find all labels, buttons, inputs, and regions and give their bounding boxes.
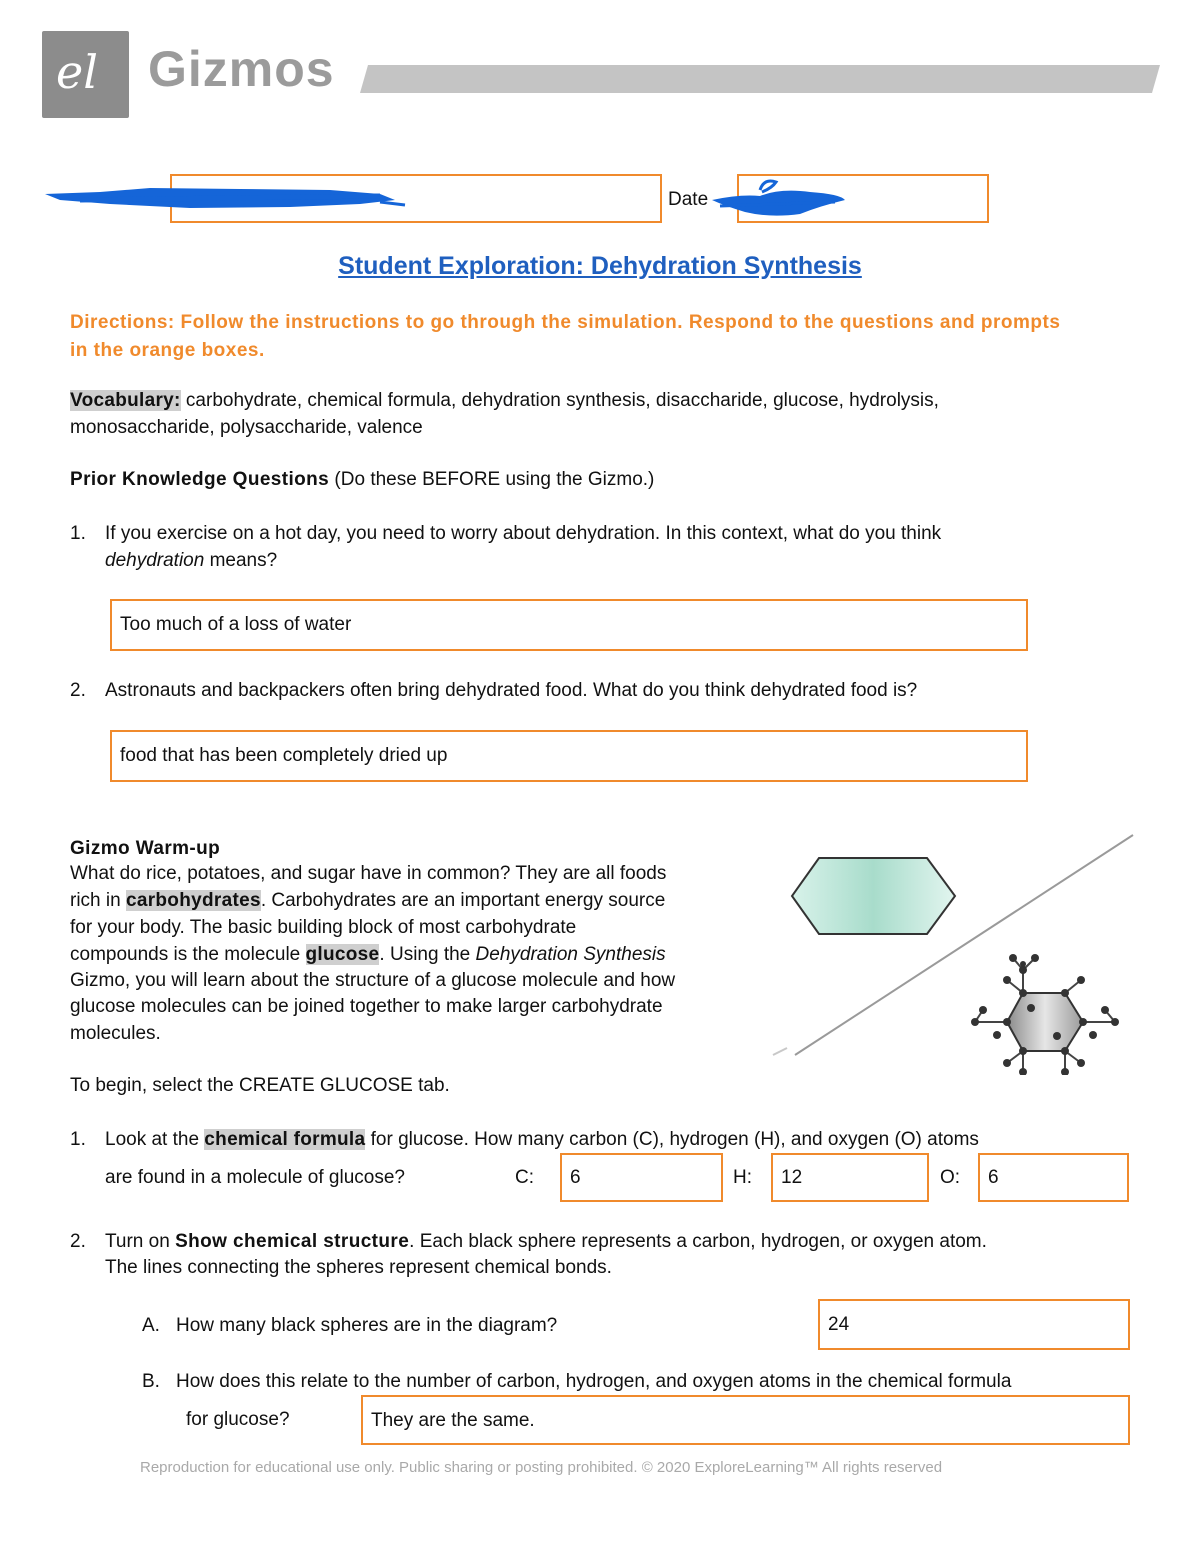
q2b-answer-box[interactable] <box>361 1395 1130 1445</box>
warmup-begin: To begin, select the CREATE GLUCOSE tab. <box>70 1075 450 1096</box>
oxygen-answer: 6 <box>988 1167 999 1188</box>
warmup-line7: molecules. <box>70 1023 161 1044</box>
hydrogen-label: H: <box>733 1167 752 1188</box>
gizmos-logo <box>42 31 129 118</box>
oxygen-label: O: <box>940 1167 961 1188</box>
q2-line1 <box>105 1228 987 1255</box>
vocabulary-line1 <box>70 387 939 414</box>
warmup-l4-italic: Dehydration Synthesis <box>475 944 666 965</box>
q2b-text-line2: for glucose? <box>186 1409 290 1430</box>
q2b-text-line1: How does this relate to the number of carbon, hydrogen, and oxygen atoms in the chemical formula <box>176 1371 1012 1392</box>
q2-number: 2. <box>70 1231 86 1252</box>
warmup-l4a: compounds is the molecule <box>70 944 306 965</box>
warmup-line1: What do rice, potatoes, and sugar have in common? They are all foods <box>70 863 667 884</box>
chemical-formula-highlight: chemical formula <box>204 1129 366 1150</box>
date-label: Date <box>668 189 709 210</box>
prior-q2-number: 2. <box>70 680 86 701</box>
copyright-footer: Reproduction for educational use only. Public sharing or posting prohibited. © 2020 ExploreLearning™ All rights reserved <box>140 1459 943 1476</box>
name-redaction-scribble <box>40 180 410 220</box>
warmup-line2 <box>70 887 665 914</box>
warmup-l2a: rich in <box>70 890 126 911</box>
prior-q1-line1: If you exercise on a hot day, you need to worry about dehydration. In this context, what do you think <box>105 523 942 544</box>
brand-name: Gizmos <box>148 41 335 97</box>
q2b-label: B. <box>142 1371 160 1392</box>
hydrogen-answer-box[interactable] <box>771 1153 929 1202</box>
q1-line1 <box>105 1126 979 1153</box>
warmup-line5: Gizmo, you will learn about the structure of a glucose molecule and how <box>70 970 676 991</box>
warmup-l2b: . Carbohydrates are an important energy source <box>260 890 666 911</box>
glucose-ball-and-stick-model <box>971 954 1119 1075</box>
prior-q2-answer-box[interactable] <box>110 730 1028 782</box>
carbohydrates-highlight: carbohydrates <box>125 890 261 911</box>
q2-l1b: . Each black sphere represents a carbon, hydrogen, or oxygen atom. <box>409 1231 987 1252</box>
warmup-line6: glucose molecules can be joined together to make larger carbohydrate <box>70 996 663 1017</box>
header-bar <box>360 65 1160 95</box>
q1-l1a: Look at the <box>105 1129 205 1150</box>
glucose-illustration <box>765 830 1140 1075</box>
q2b-answer: They are the same. <box>371 1410 535 1431</box>
q2a-answer-box[interactable] <box>818 1299 1130 1350</box>
vocabulary-label: Vocabulary: <box>70 390 181 411</box>
show-chemical-structure-bold: Show chemical structure <box>175 1231 410 1252</box>
prior-knowledge-heading-row <box>70 466 654 493</box>
prior-knowledge-note: (Do these BEFORE using the Gizmo.) <box>329 469 655 490</box>
q2a-text: How many black spheres are in the diagram? <box>176 1315 558 1336</box>
q1-l1b: for glucose. How many carbon (C), hydrogen (H), and oxygen (O) atoms <box>365 1129 979 1150</box>
q1-number: 1. <box>70 1129 86 1150</box>
q2-l1a: Turn on <box>105 1231 176 1252</box>
prior-q1-line2 <box>105 547 277 574</box>
prior-q1-rest: means? <box>204 550 278 571</box>
directions: Directions: Follow the instructions to go through the simulation. Respond to the questions and prompts in the orange boxes. <box>70 312 1061 361</box>
glucose-hexagon-shape <box>792 858 955 934</box>
vocabulary-terms-2: monosaccharide, polysaccharide, valence <box>70 417 423 438</box>
prior-q2-answer: food that has been completely dried up <box>120 745 448 766</box>
logo-glyph: el <box>56 45 98 99</box>
q2a-label: A. <box>142 1315 160 1336</box>
carbon-answer: 6 <box>570 1167 581 1188</box>
prior-q1-number: 1. <box>70 523 86 544</box>
date-redaction-scribble <box>700 176 850 221</box>
page-title: Student Exploration: Dehydration Synthesis <box>338 252 862 280</box>
carbon-answer-box[interactable] <box>560 1153 723 1202</box>
prior-q1-italic: dehydration <box>105 550 205 571</box>
q2-line2: The lines connecting the spheres represent chemical bonds. <box>105 1257 612 1278</box>
q2a-answer: 24 <box>828 1314 850 1335</box>
vocabulary-terms-1: carbohydrate, chemical formula, dehydration synthesis, disaccharide, glucose, hydrolysis, <box>180 390 939 411</box>
hydrogen-answer: 12 <box>781 1167 803 1188</box>
warmup-line4 <box>70 941 666 968</box>
glucose-highlight: glucose <box>305 944 380 965</box>
warmup-l4b: . Using the <box>379 944 476 965</box>
prior-q2-text: Astronauts and backpackers often bring dehydrated food. What do you think dehydrated food is? <box>105 680 918 701</box>
prior-q1-answer-box[interactable] <box>110 599 1028 651</box>
warmup-line3: for your body. The basic building block of most carbohydrate <box>70 917 577 938</box>
oxygen-answer-box[interactable] <box>978 1153 1129 1202</box>
q1-line2: are found in a molecule of glucose? <box>105 1167 405 1188</box>
carbon-label: C: <box>515 1167 534 1188</box>
prior-q1-answer: Too much of a loss of water <box>120 614 352 635</box>
warmup-heading: Gizmo Warm-up <box>70 838 221 859</box>
prior-knowledge-heading: Prior Knowledge Questions <box>70 469 330 490</box>
